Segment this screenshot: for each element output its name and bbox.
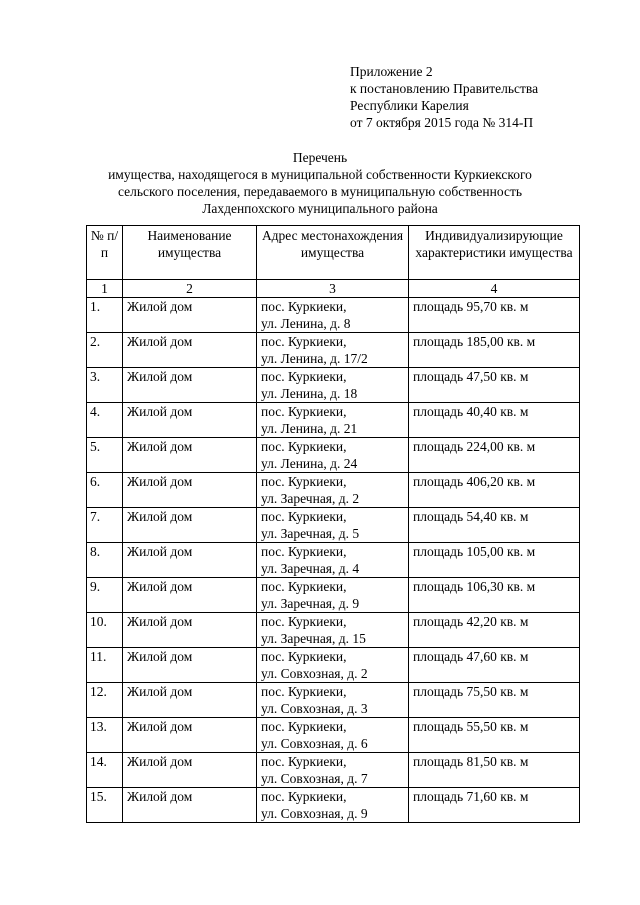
table-row [87,543,580,578]
row-name: Жилой дом [123,438,257,473]
row-number: 7. [87,508,123,543]
row-name: Жилой дом [123,683,257,718]
header-name: Наименование имущества [123,226,257,280]
row-address [257,613,409,648]
row-characteristics: площадь 47,50 кв. м [409,368,580,403]
address-settlement: пос. Куркиеки, [261,544,347,559]
row-number: 15. [87,788,123,823]
address-street: ул. Заречная, д. 4 [261,561,360,576]
address-settlement: пос. Куркиеки, [261,439,347,454]
row-characteristics: площадь 81,50 кв. м [409,753,580,788]
column-number-row [87,280,580,298]
address-street: ул. Заречная, д. 9 [261,596,360,611]
appendix-line: к постановлению Правительства [350,81,539,96]
appendix-line: от 7 октября 2015 года № 314-П [350,115,534,130]
header-number: № п/п [87,226,123,280]
address-settlement: пос. Куркиеки, [261,579,347,594]
row-address [257,753,409,788]
row-name: Жилой дом [123,403,257,438]
table-row [87,403,580,438]
address-street: ул. Совхозная, д. 2 [261,666,368,681]
row-number: 8. [87,543,123,578]
row-address [257,298,409,333]
row-name: Жилой дом [123,473,257,508]
column-number: 1 [87,280,123,298]
table-row [87,578,580,613]
row-characteristics: площадь 105,00 кв. м [409,543,580,578]
row-address [257,543,409,578]
address-street: ул. Ленина, д. 21 [261,421,358,436]
row-characteristics: площадь 54,40 кв. м [409,508,580,543]
appendix-line: Приложение 2 [350,64,433,79]
address-settlement: пос. Куркиеки, [261,684,347,699]
address-street: ул. Совхозная, д. 6 [261,736,368,751]
document-heading [0,149,640,217]
address-settlement: пос. Куркиеки, [261,789,347,804]
row-name: Жилой дом [123,543,257,578]
address-street: ул. Ленина, д. 18 [261,386,358,401]
address-settlement: пос. Куркиеки, [261,299,347,314]
table-row [87,298,580,333]
table-row [87,683,580,718]
row-name: Жилой дом [123,753,257,788]
row-number: 14. [87,753,123,788]
row-characteristics: площадь 106,30 кв. м [409,578,580,613]
column-number: 3 [257,280,409,298]
address-settlement: пос. Куркиеки, [261,719,347,734]
row-characteristics: площадь 71,60 кв. м [409,788,580,823]
table-row [87,333,580,368]
row-number: 13. [87,718,123,753]
appendix-line: Республики Карелия [350,98,469,113]
table-row [87,613,580,648]
row-name: Жилой дом [123,718,257,753]
row-address [257,438,409,473]
address-street: ул. Заречная, д. 15 [261,631,366,646]
table-row [87,438,580,473]
heading-line: имущества, находящегося в муниципальной собственности Куркиекского [108,167,532,182]
table-row [87,368,580,403]
row-address [257,368,409,403]
address-settlement: пос. Куркиеки, [261,754,347,769]
row-characteristics: площадь 224,00 кв. м [409,438,580,473]
row-number: 11. [87,648,123,683]
row-name: Жилой дом [123,508,257,543]
row-number: 9. [87,578,123,613]
header-address: Адрес местонахождения имущества [257,226,409,280]
row-address [257,508,409,543]
row-address [257,718,409,753]
address-street: ул. Ленина, д. 8 [261,316,351,331]
address-settlement: пос. Куркиеки, [261,614,347,629]
address-settlement: пос. Куркиеки, [261,474,347,489]
row-address [257,403,409,438]
table-row [87,473,580,508]
row-characteristics: площадь 55,50 кв. м [409,718,580,753]
row-name: Жилой дом [123,788,257,823]
property-table [86,225,580,823]
table-row [87,508,580,543]
row-address [257,473,409,508]
table-body [87,298,580,823]
row-number: 2. [87,333,123,368]
row-characteristics: площадь 75,50 кв. м [409,683,580,718]
row-name: Жилой дом [123,333,257,368]
table-header-row [87,226,580,280]
address-street: ул. Совхозная, д. 3 [261,701,368,716]
address-settlement: пос. Куркиеки, [261,334,347,349]
address-street: ул. Совхозная, д. 7 [261,771,368,786]
row-address [257,683,409,718]
address-street: ул. Заречная, д. 5 [261,526,360,541]
column-number: 2 [123,280,257,298]
row-name: Жилой дом [123,298,257,333]
column-number: 4 [409,280,580,298]
row-characteristics: площадь 406,20 кв. м [409,473,580,508]
row-number: 6. [87,473,123,508]
heading-line: Лахденпохского муниципального района [202,201,438,216]
row-number: 5. [87,438,123,473]
row-name: Жилой дом [123,648,257,683]
appendix-block [350,63,538,131]
address-settlement: пос. Куркиеки, [261,369,347,384]
address-settlement: пос. Куркиеки, [261,404,347,419]
address-street: ул. Совхозная, д. 9 [261,806,368,821]
table-row [87,648,580,683]
row-characteristics: площадь 95,70 кв. м [409,298,580,333]
address-street: ул. Ленина, д. 24 [261,456,358,471]
row-characteristics: площадь 47,60 кв. м [409,648,580,683]
address-street: ул. Ленина, д. 17/2 [261,351,368,366]
row-name: Жилой дом [123,368,257,403]
row-number: 4. [87,403,123,438]
table-row [87,718,580,753]
table-row [87,753,580,788]
row-address [257,578,409,613]
row-address [257,648,409,683]
table-row [87,788,580,823]
row-characteristics: площадь 185,00 кв. м [409,333,580,368]
row-number: 3. [87,368,123,403]
header-characteristics: Индивидуализирующие характеристики имущества [409,226,580,280]
row-number: 10. [87,613,123,648]
heading-title: Перечень [292,150,348,165]
row-address [257,333,409,368]
row-address [257,788,409,823]
row-name: Жилой дом [123,578,257,613]
heading-line: сельского поселения, передаваемого в муниципальную собственность [118,184,522,199]
row-number: 1. [87,298,123,333]
address-settlement: пос. Куркиеки, [261,509,347,524]
row-number: 12. [87,683,123,718]
row-characteristics: площадь 42,20 кв. м [409,613,580,648]
row-name: Жилой дом [123,613,257,648]
address-settlement: пос. Куркиеки, [261,649,347,664]
address-street: ул. Заречная, д. 2 [261,491,360,506]
row-characteristics: площадь 40,40 кв. м [409,403,580,438]
